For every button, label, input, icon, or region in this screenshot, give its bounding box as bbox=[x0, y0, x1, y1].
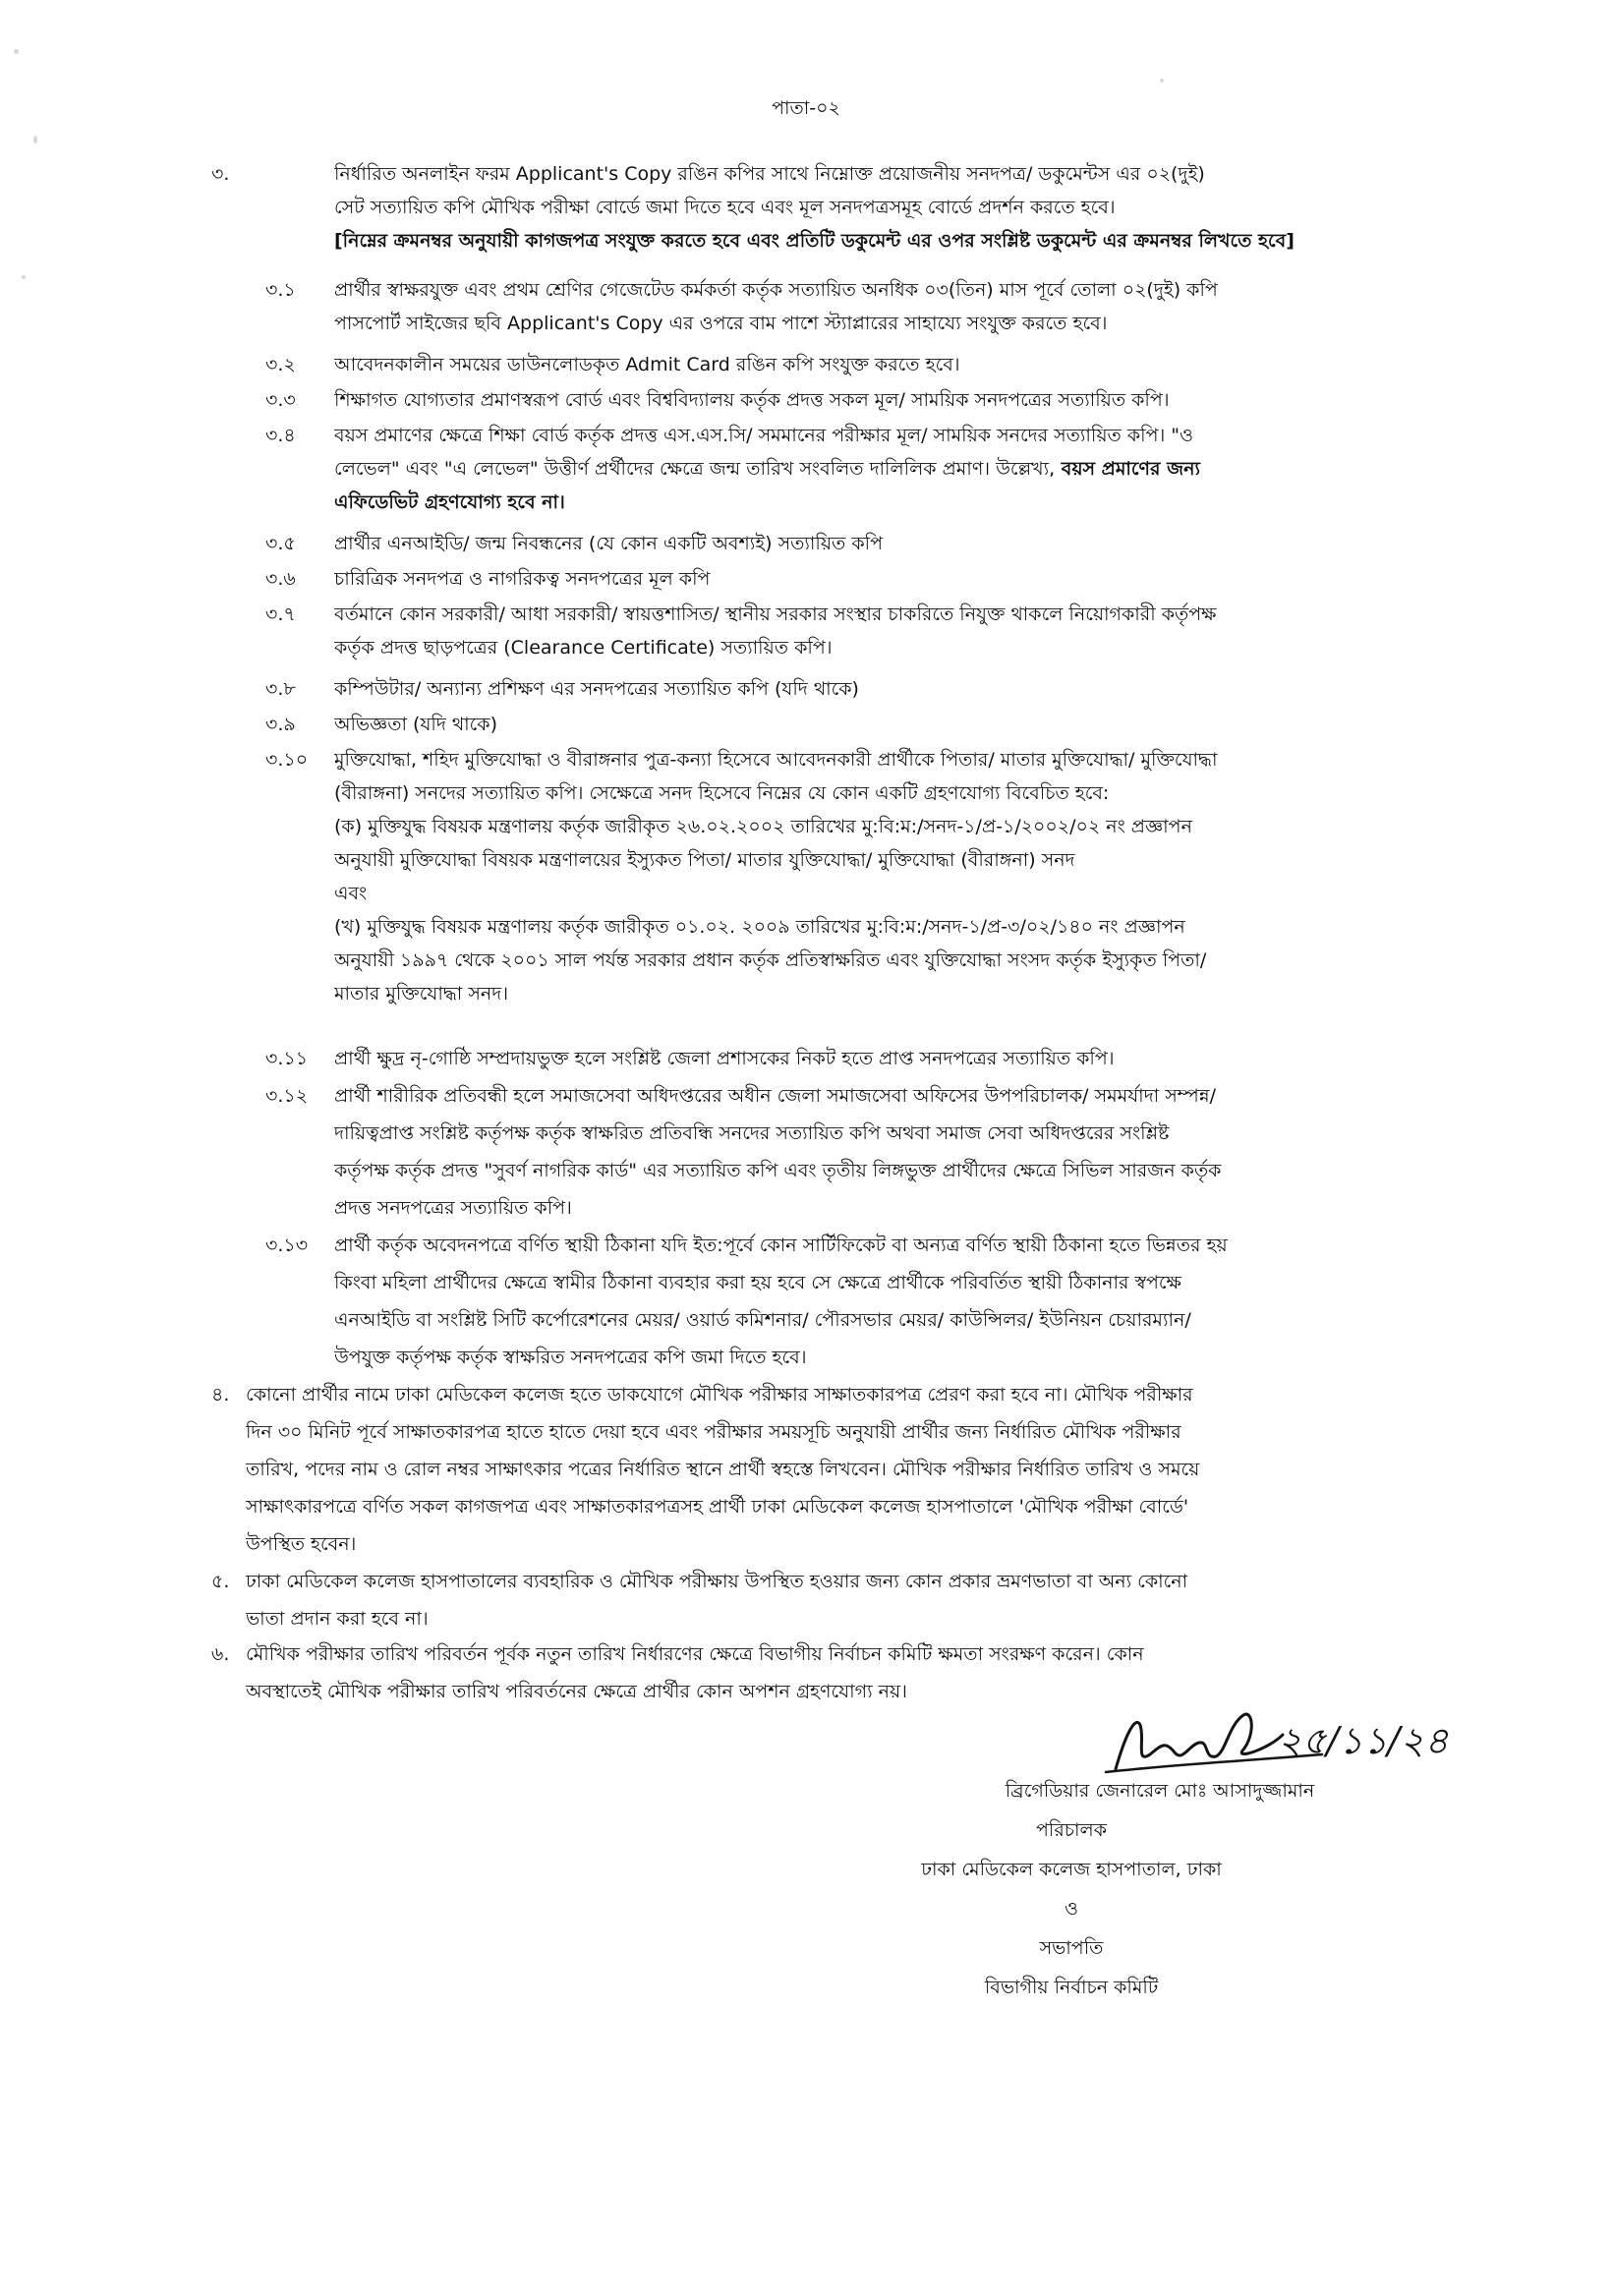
line-text: ভাতা প্রদান করা হবে না। bbox=[246, 1608, 429, 1630]
item-number: ৪. bbox=[211, 1384, 230, 1406]
item-text-line bbox=[334, 708, 1484, 741]
line-text: প্রার্থী কর্তৃক অবেদনপত্রে বর্ণিত স্থায়ী ঠিকানা যদি ইত:পূর্বে কোন সার্টিফিকেট বা অন্যত্র বর্ণিত স্থায়ী ঠিকানা হতে ভিন্নতর হয় bbox=[334, 1234, 1228, 1256]
item-text-line bbox=[334, 191, 1484, 224]
item-text-line bbox=[334, 157, 1484, 191]
line-text: অনুযায়ী ১৯৯৭ থেকে ২০০১ সাল পর্যন্ত সরকার প্রধান কর্তৃক প্রতিস্বাক্ষরিত এবং যুক্তিযোদ্ধা সংসদ কর্তৃক ইস্যুকৃত পিতা/ bbox=[334, 949, 1207, 971]
line-text: দায়িত্বপ্রাপ্ত সংশ্লিষ্ট কর্তৃপক্ষ কর্তৃক স্বাক্ষরিত প্রতিবন্ধি সনদের সত্যায়িত কপি অথবা সমাজ সেবা অধিদপ্তরের সংশ্লিষ্ট bbox=[334, 1122, 1170, 1144]
item-text-line bbox=[334, 631, 1484, 664]
item-text-line bbox=[334, 944, 1484, 977]
item-text-line bbox=[334, 383, 1484, 417]
page-number: পাতা-০২ bbox=[772, 97, 840, 119]
signatory-name: ব্রিগেডিয়ার জেনারেল মোঃ আসাদুজ্জামান bbox=[1005, 1780, 1315, 1802]
bracket-instruction: [নিম্নের ক্রমনম্বর অনুযায়ী কাগজপত্র সংযুক্ত করতে হবে এবং প্রতিটি ডকুমেন্ট এর ওপর সংশ্লিষ্ট ডকুমেন্ট এর ক্রমনম্বর লিখতে হবে] bbox=[334, 230, 1295, 252]
item-number: ৩.১ bbox=[265, 279, 296, 301]
line-text: (বীরাঙ্গনা) সনদের সত্যায়িত কপি। সেক্ষেত্রে সনদ হিসেবে নিম্নের যে কোন একটি গ্রহণযোগ্য বিবেচিত হবে: bbox=[334, 782, 1110, 804]
item-text-line bbox=[334, 527, 1484, 560]
line-text: তারিখ, পদের নাম ও রোল নম্বর সাক্ষাৎকার পত্রের নির্ধারিত স্থানে প্রার্থী স্বহস্তে লিখবেন। মৌখিক পরীক্ষার নির্ধারিত তারিখ ও সময়ে bbox=[246, 1459, 1200, 1480]
line-text: (ক) মুক্তিযুদ্ধ বিষয়ক মন্ত্রণালয় কর্তৃক জারীকৃত ২৬.০২.২০০২ তারিখের মু:বি:ম:/সনদ-১/প্র-১/২০০২/০২ নং প্রজ্ঞাপন bbox=[334, 816, 1192, 837]
signatory-title-director: পরিচালক bbox=[1036, 1819, 1107, 1841]
signatory-organization: ঢাকা মেডিকেল কলেজ হাসপাতাল, ঢাকা bbox=[921, 1859, 1222, 1880]
item-text-line bbox=[334, 1229, 1484, 1262]
item-text-line bbox=[334, 562, 1484, 596]
item-number: ৩.২ bbox=[265, 354, 296, 375]
item-number: ৩.৪ bbox=[265, 425, 296, 446]
item-number: ৩.৫ bbox=[265, 533, 296, 554]
item-text-line bbox=[334, 452, 1484, 486]
line-text: সাক্ষাৎকারপত্রে বর্ণিত সকল কাগজপত্র এবং সাক্ষাতকারপত্রসহ প্রার্থী ঢাকা মেডিকেল কলেজ হাসপাতালে 'মৌখিক পরীক্ষা বোর্ডে' bbox=[246, 1496, 1189, 1518]
line-text: বয়স প্রমাণের ক্ষেত্রে শিক্ষা বোর্ড কর্তৃক প্রদত্ত এস.এস.সি/ সমমানের পরীক্ষার মূল/ সাময়িক সনদের সত্যায়িত কপি। "ও bbox=[334, 425, 1194, 446]
scan-speck bbox=[33, 136, 37, 144]
item-text-line bbox=[246, 1378, 1484, 1411]
signatory-and: ও bbox=[1065, 1898, 1078, 1920]
line-text: এবং bbox=[334, 883, 368, 904]
item-text-line bbox=[334, 1266, 1484, 1299]
line-text: চারিত্রিক সনদপত্র ও নাগরিকত্ব সনদপত্রের মূল কপি bbox=[334, 568, 711, 590]
item-text-line bbox=[334, 810, 1484, 843]
line-text: প্রার্থীর এনআইডি/ জন্ম নিবন্ধনের (যে কোন একটি অবশ্যই) সত্যায়িত কপি bbox=[334, 533, 883, 554]
item-text-line bbox=[334, 910, 1484, 944]
signature-date: ২৫/১১/২৪ bbox=[1278, 1719, 1449, 1762]
item-number: ৫. bbox=[211, 1571, 230, 1592]
line-text: এনআইডি বা সংশ্লিষ্ট সিটি কর্পোরেশনের মেয়র/ ওয়ার্ড কমিশনার/ পৌরসভার মেয়র/ কাউন্সিলর/ ইউনিয়ন চেয়ারম্যান/ bbox=[334, 1309, 1191, 1331]
line-text: কর্তৃপক্ষ কর্তৃক প্রদত্ত "সুবর্ণ নাগরিক কার্ড" এর সত্যায়িত কপি এবং তৃতীয় লিঙ্গভুক্ত প্রার্থীদের ক্ষেত্রে সিভিল সারজন কর্তৃক bbox=[334, 1160, 1222, 1181]
line-text: লেভেল" এবং "এ লেভেল" উত্তীর্ণ প্রর্থীদের ক্ষেত্রে জন্ম তারিখ সংবলিত দালিলিক প্রমাণ। উল্লেখ্য, bbox=[334, 458, 1056, 480]
item-text-line bbox=[334, 743, 1484, 776]
item-text-line bbox=[334, 348, 1484, 381]
item-text-line bbox=[334, 1117, 1484, 1150]
line-text: অভিজ্ঞতা (যদি থাকে) bbox=[334, 714, 498, 735]
item-text-line bbox=[334, 843, 1484, 877]
item-number: ৩.৯ bbox=[265, 714, 296, 735]
line-text: মুক্তিযোদ্ধা, শহিদ মুক্তিযোদ্ধা ও বীরাঙ্গনার পুত্র-কন্যা হিসেবে আবেদনকারী প্রার্থীকে পিতার/ মাতার মুক্তিযোদ্ধা/ মুক্তিযোদ্ধা bbox=[334, 749, 1218, 771]
item-text-line bbox=[334, 1303, 1484, 1337]
item-text-line bbox=[334, 1154, 1484, 1187]
scan-speck bbox=[1160, 79, 1164, 83]
line-text: আবেদনকালীন সময়ের ডাউনলোডকৃত Admit Card রঙিন কপি সংযুক্ত করতে হবে। bbox=[334, 354, 960, 375]
item-text-line bbox=[334, 977, 1484, 1010]
line-text: অনুযায়ী মুক্তিযোদ্ধা বিষয়ক মন্ত্রণালয়ের ইস্যুকত পিতা/ মাতার যুক্তিযোদ্ধা/ মুক্তিযোদ্ধা (বীরাঙ্গনা) সনদ bbox=[334, 849, 1075, 871]
item-text-line bbox=[334, 273, 1484, 307]
item-text-line bbox=[246, 1453, 1484, 1486]
line-text: প্রদত্ত সনদপত্রের সত্যায়িত কপি। bbox=[334, 1197, 572, 1219]
signatory-title-chairman: সভাপতি bbox=[1039, 1937, 1104, 1959]
signatory-committee: বিভাগীয় নির্বাচন কমিটি bbox=[984, 1977, 1159, 1998]
item-number: ৬. bbox=[211, 1643, 230, 1665]
line-text: মাতার মুক্তিযোদ্ধা সনদ। bbox=[334, 983, 509, 1004]
bold-note-continuation: এফিডেভিট গ্রহণযোগ্য হবে না। bbox=[334, 491, 565, 513]
item-text-line bbox=[246, 1527, 1484, 1561]
line-text: মৌখিক পরীক্ষার তারিখ পরিবর্তন পূর্বক নতুন তারিখ নির্ধারণের ক্ষেত্রে বিভাগীয় নির্বাচন কমিটি ক্ষমতা সংরক্ষণ করেন। কোন bbox=[246, 1643, 1144, 1665]
item-text-line bbox=[334, 1341, 1484, 1374]
item-number: ৩.১০ bbox=[265, 749, 309, 771]
item-text-line bbox=[334, 419, 1484, 452]
line-text: উপযুক্ত কর্তৃপক্ষ কর্তৃক স্বাক্ষরিত সনদপত্রের কপি জমা দিতে হবে। bbox=[334, 1347, 807, 1368]
item-number: ৩.৮ bbox=[265, 678, 296, 700]
scan-speck bbox=[14, 49, 19, 54]
item-text-line bbox=[334, 776, 1484, 810]
bold-note: বয়স প্রমাণের জন্য bbox=[1055, 458, 1200, 480]
line-text: শিক্ষাগত যোগ্যতার প্রমাণস্বরূপ বোর্ড এবং বিশ্ববিদ্যালয় কর্তৃক প্রদত্ত সকল মূল/ সাময়িক সনদপত্রের সত্যায়িত কপি। bbox=[334, 389, 1170, 411]
line-text: (খ) মুক্তিযুদ্ধ বিষয়ক মন্ত্রণালয় কর্তৃক জারীকৃত ০১.০২. ২০০৯ তারিখের মু:বি:ম:/সনদ-১/প্র-৩/০২/১৪০ নং প্রজ্ঞাপন bbox=[334, 916, 1185, 938]
line-text: প্রার্থীর স্বাক্ষরযুক্ত এবং প্রথম শ্রেণির গেজেটেড কর্মকর্তা কর্তৃক সত্যায়িত অনধিক ০৩(তিন) মাস পূর্বে তোলা ০২(দুই) কপি bbox=[334, 279, 1218, 301]
line-text: প্রার্থী শারীরিক প্রতিবন্ধী হলে সমাজসেবা অধিদপ্তরের অধীন জেলা সমাজসেবা অফিসের উপপরিচালক/ সমমর্যাদা সম্পন্ন/ bbox=[334, 1085, 1217, 1107]
line-text: ঢাকা মেডিকেল কলেজ হাসপাতালের ব্যবহারিক ও মৌখিক পরীক্ষায় উপস্থিত হওয়ার জন্য কোন প্রকার ভ্রমণভাতা বা অন্য কোনো bbox=[246, 1571, 1188, 1592]
line-text: সেট সত্যায়িত কপি মৌখিক পরীক্ষা বোর্ডে জমা দিতে হবে এবং মূল সনদপত্রসমূহ বোর্ডে প্রদর্শন করতে হবে। bbox=[334, 197, 1116, 218]
item-text-line bbox=[334, 1191, 1484, 1225]
line-text: বর্তমানে কোন সরকারী/ আধা সরকারী/ স্বায়ত্তশাসিত/ স্থানীয় সরকার সংস্থার চাকরিতে নিযুক্ত থাকলে নিয়োগকারী কর্তৃপক্ষ bbox=[334, 603, 1217, 625]
line-text: প্রার্থী ক্ষুদ্র নৃ-গোষ্ঠি সম্প্রদায়ভুক্ত হলে সংশ্লিষ্ট জেলা প্রশাসকের নিকট হতে প্রাপ্ত সনদপত্রের সত্যায়িত কপি। bbox=[334, 1048, 1115, 1069]
item-text-line bbox=[334, 1079, 1484, 1113]
item-text-line bbox=[334, 877, 1484, 910]
line-text: অবস্থাতেই মৌখিক পরীক্ষার তারিখ পরিবর্তনের ক্ষেত্রে প্রার্থীর কোন অপশন গ্রহণযোগ্য নয়। bbox=[246, 1681, 907, 1702]
item-text-line bbox=[334, 598, 1484, 631]
item-text-line bbox=[246, 1415, 1484, 1449]
line-text: কিংবা মহিলা প্রার্থীদের ক্ষেত্রে স্বামীর ঠিকানা ব্যবহার করা হয় হবে সে ক্ষেত্রে প্রার্থীকে পরিবর্তিত স্থায়ী ঠিকানার স্বপক্ষে bbox=[334, 1272, 1181, 1293]
line-text: কর্তৃক প্রদত্ত ছাড়পত্রের (Clearance Certificate) সত্যায়িত কপি। bbox=[334, 637, 833, 659]
line-text: কোনো প্রার্থীর নামে ঢাকা মেডিকেল কলেজ হতে ডাকযোগে মৌখিক পরীক্ষার সাক্ষাতকারপত্র প্রেরণ করা হবে না। মৌখিক পরীক্ষার bbox=[246, 1384, 1193, 1406]
line-text: নির্ধারিত অনলাইন ফরম Applicant's Copy রঙিন কপির সাথে নিম্নোক্ত প্রয়োজনীয় সনদপত্র/ ডকুমেন্টস এর ০২(দুই) bbox=[334, 163, 1205, 185]
scan-speck bbox=[22, 275, 26, 279]
item-text-line bbox=[334, 307, 1484, 340]
item-text-line bbox=[246, 1602, 1484, 1636]
item-text-line bbox=[246, 1565, 1484, 1598]
item-text-line bbox=[246, 1637, 1484, 1671]
line-text: দিন ৩০ মিনিট পূর্বে সাক্ষাতকারপত্র হাতে হাতে দেয়া হবে এবং পরীক্ষার সময়সূচি অনুযায়ী প্রার্থীর জন্য নির্ধারিত মৌখিক পরীক্ষার bbox=[246, 1421, 1181, 1443]
item-text-line bbox=[334, 672, 1484, 706]
line-text: উপস্থিত হবেন। bbox=[246, 1533, 357, 1555]
line-text: কম্পিউটার/ অন্যান্য প্রশিক্ষণ এর সনদপত্রের সত্যায়িত কপি (যদি থাকে) bbox=[334, 678, 859, 700]
item-number: ৩.৬ bbox=[265, 568, 296, 590]
item-text-line bbox=[246, 1490, 1484, 1523]
item-number: ৩.১২ bbox=[265, 1085, 309, 1107]
item-number: ৩.৩ bbox=[265, 389, 296, 411]
item-number: ৩.১১ bbox=[265, 1048, 309, 1069]
item-number: ৩.১৩ bbox=[265, 1234, 309, 1256]
item-number: ৩.৭ bbox=[265, 603, 296, 625]
item-text-line bbox=[334, 1042, 1484, 1075]
item-number: ৩. bbox=[211, 163, 230, 185]
line-text: পাসপোর্ট সাইজের ছবি Applicant's Copy এর ওপরে বাম পাশে স্ট্যাপ্লারের সাহায্যে সংযুক্ত করতে হবে। bbox=[334, 313, 1108, 334]
